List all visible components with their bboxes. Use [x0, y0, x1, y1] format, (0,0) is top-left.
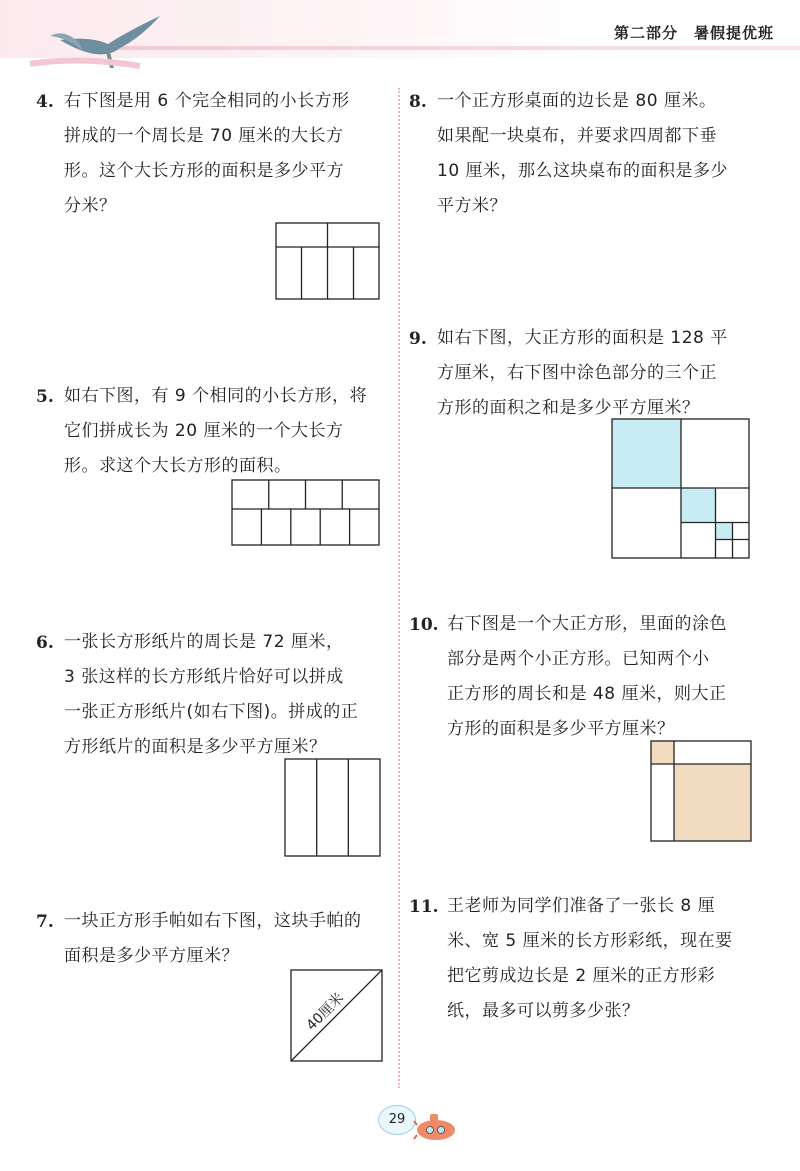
text-line: 拼成的一个周长是 70 厘米的大长方: [64, 126, 344, 146]
question-6-text: [64, 625, 358, 765]
text-line: 右下图是用 6 个完全相同的小长方形: [64, 91, 350, 111]
text-line: 如果配一块桌布，并要求四周都下垂: [437, 126, 717, 146]
figure-q5-rectangles: [231, 479, 381, 547]
question-number-9: 9.: [409, 329, 427, 349]
figure-q4-rectangles: [275, 222, 381, 302]
figure-q10-square: [650, 740, 753, 843]
question-number-11: 11.: [409, 897, 439, 917]
column-divider: [398, 88, 400, 1088]
text-line: 方厘米，右下图中涂色部分的三个正: [437, 363, 717, 383]
text-line: 一个正方形桌面的边长是 80 厘米。: [437, 91, 717, 111]
text-line: 方形的面积之和是多少平方厘米？: [437, 398, 700, 418]
question-number-5: 5.: [36, 387, 54, 407]
text-line: 王老师为同学们准备了一张长 8 厘: [447, 896, 716, 916]
text-line: 米、宽 5 厘米的长方形彩纸，现在要: [447, 931, 733, 951]
text-line: 10 厘米，那么这块桌布的面积是多少: [437, 161, 729, 181]
question-9-text: [437, 321, 728, 426]
question-11-text: [447, 889, 733, 1029]
text-line: 方形纸片的面积是多少平方厘米？: [64, 737, 327, 757]
figure-q9-nested-squares: [611, 418, 751, 560]
text-line: 面积是多少平方厘米？: [64, 946, 239, 966]
text-line: 一块正方形手帕如右下图，这块手帕的: [64, 911, 362, 931]
text-line: 如右下图，有 9 个相同的小长方形，将: [64, 386, 368, 406]
text-line: 一张正方形纸片(如右下图)。拼成的正: [64, 702, 359, 722]
question-number-6: 6.: [36, 633, 54, 653]
text-line: 纸，最多可以剪多少张？: [447, 1001, 640, 1021]
text-line: 部分是两个小正方形。已知两个小: [447, 649, 710, 669]
header-rule: [110, 46, 800, 50]
question-number-4: 4.: [36, 92, 54, 112]
question-7-text: [64, 904, 362, 974]
section-title: 第二部分 暑假提优班: [613, 24, 774, 42]
text-line: 平方米？: [437, 196, 507, 216]
text-line: 如右下图，大正方形的面积是 128 平: [437, 328, 728, 348]
question-number-8: 8.: [409, 92, 427, 112]
submarine-icon: [412, 1108, 458, 1142]
text-line: 形。这个大长方形的面积是多少平方: [64, 161, 344, 181]
question-8-text: [437, 84, 728, 224]
text-line: 把它剪成边长是 2 厘米的正方形彩: [447, 966, 716, 986]
question-4-text: [64, 84, 350, 224]
figure-q6-square: [284, 758, 382, 858]
text-line: 形。求这个大长方形的面积。: [64, 456, 292, 476]
page-number: 29: [378, 1105, 416, 1135]
text-line: 右下图是一个大正方形，里面的涂色: [447, 614, 727, 634]
question-number-7: 7.: [36, 912, 54, 932]
question-10-text: [447, 607, 727, 747]
question-5-text: [64, 379, 367, 484]
seagull-icon: [20, 8, 180, 78]
text-line: 分米？: [64, 196, 117, 216]
text-line: 它们拼成长为 20 厘米的一个大长方: [64, 421, 344, 441]
text-line: 3 张这样的长方形纸片恰好可以拼成: [64, 667, 344, 687]
text-line: 方形的面积是多少平方厘米？: [447, 719, 675, 739]
figure-q7-handkerchief: [290, 969, 384, 1063]
text-line: 一张长方形纸片的周长是 72 厘米，: [64, 632, 344, 652]
diagonal-label: 40厘米: [303, 990, 348, 1034]
text-line: 正方形的周长和是 48 厘米，则大正: [447, 684, 727, 704]
question-number-10: 10.: [409, 615, 439, 635]
